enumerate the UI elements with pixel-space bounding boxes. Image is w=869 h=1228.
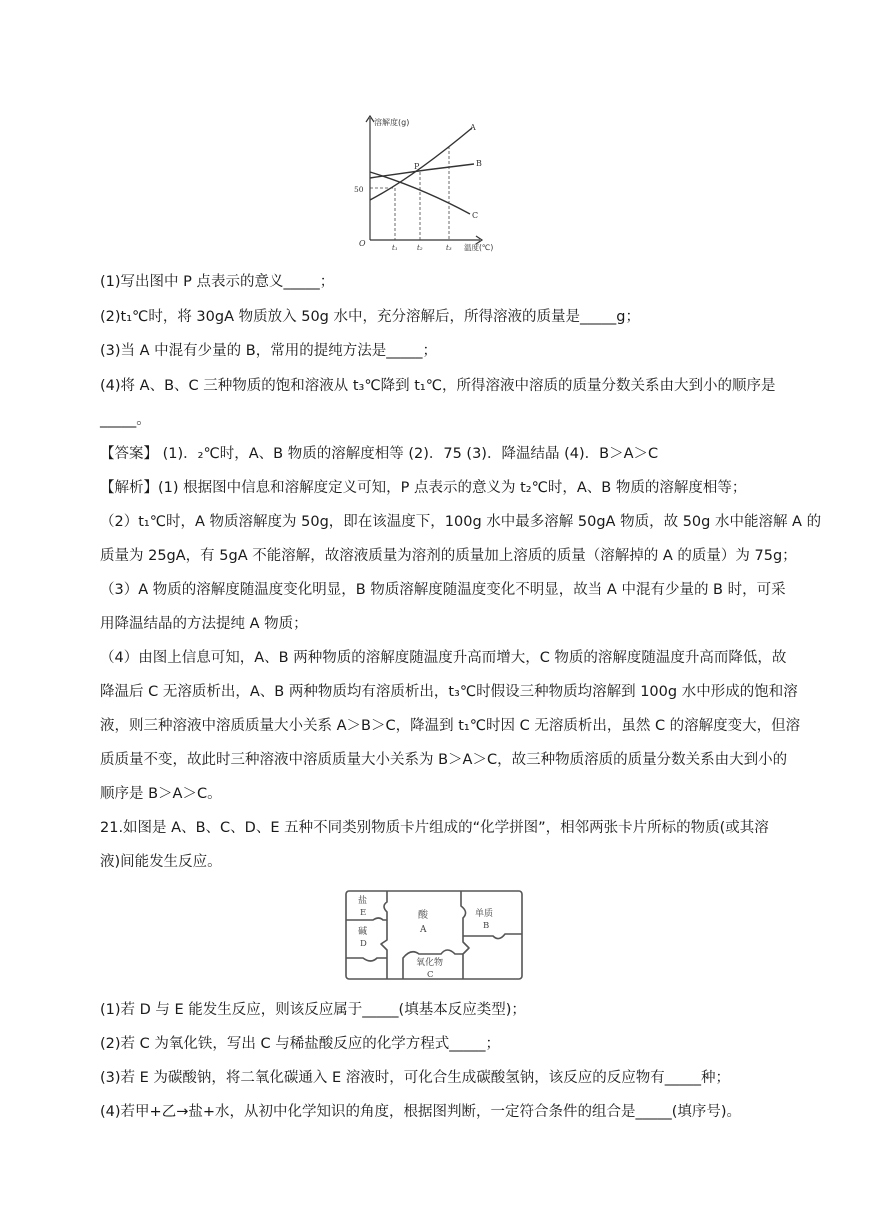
curve-a bbox=[370, 128, 472, 200]
question-1: (1)写出图中 P 点表示的意义_____； bbox=[100, 274, 335, 290]
x-tick-t2: t₂ bbox=[417, 244, 423, 252]
card-a-type: 酸 bbox=[418, 910, 428, 921]
analysis-line-10: 顺序是 B＞A＞C。 bbox=[100, 786, 222, 802]
analysis-line-5: 用降温结晶的方法提纯 A 物质； bbox=[100, 616, 308, 632]
sub-question-4: (4)若甲+乙→盐+水，从初中化学知识的角度，根据图判断，一定符合条件的组合是_____(填序号)。 bbox=[100, 1104, 742, 1120]
y-tick-50: 50 bbox=[354, 185, 364, 194]
card-b-type: 单质 bbox=[475, 909, 494, 919]
card-b-letter: B bbox=[483, 921, 490, 931]
x-tick-t3: t₃ bbox=[446, 244, 452, 252]
curve-a-label: A bbox=[470, 123, 476, 132]
question-21-line-2: 液)间能发生反应。 bbox=[100, 854, 222, 870]
analysis-line-8: 液，则三种溶液中溶质质量大小关系 A＞B＞C，降温到 t₁℃时因 C 无溶质析出，虽然 C 的溶解度变大，但溶 bbox=[100, 718, 801, 734]
analysis-line-3: 质量为 25gA，有 5gA 不能溶解，故溶液质量为溶剂的质量加上溶质的质量（溶解掉的 A 的质量）为 75g； bbox=[100, 548, 797, 564]
card-d-type: 碱 bbox=[358, 927, 368, 937]
sub-question-1: (1)若 D 与 E 能发生反应，则该反应属于_____(填基本反应类型)； bbox=[100, 1002, 526, 1018]
curve-b bbox=[370, 164, 474, 178]
analysis-line-6: （4）由图上信息可知，A、B 两种物质的溶解度随温度升高而增大，C 物质的溶解度随温度升高而降低，故 bbox=[100, 650, 787, 666]
sub-question-3: (3)若 E 为碳酸钠，将二氧化碳通入 E 溶液时，可化合生成碳酸氢钠，该反应的反应物有_____种； bbox=[100, 1070, 731, 1086]
analysis-line-7: 降温后 C 无溶质析出，A、B 两种物质均有溶质析出，t₃℃时假设三种物质均溶解到 100g 水中形成的饱和溶 bbox=[100, 684, 798, 700]
card-e-letter: E bbox=[360, 908, 367, 918]
card-c-letter: C bbox=[427, 970, 434, 980]
analysis-line-2: （2）t₁℃时，A 物质溶解度为 50g，即在该温度下，100g 水中最多溶解 50gA 物质，故 50g 水中能溶解 A 的 bbox=[100, 514, 822, 530]
card-d-letter: D bbox=[360, 939, 367, 949]
card-e-type: 盐 bbox=[358, 896, 368, 906]
sub-question-2: (2)若 C 为氧化铁，写出 C 与稀盐酸反应的化学方程式_____； bbox=[100, 1036, 500, 1052]
question-4-line-1: (4)将 A、B、C 三种物质的饱和溶液从 t₃℃降到 t₁℃，所得溶液中溶质的质量分数关系由大到小的顺序是 bbox=[100, 378, 776, 394]
analysis-line-1: 【解析】(1) 根据图中信息和溶解度定义可知，P 点表示的意义为 t₂℃时，A、B 物质的溶解度相等； bbox=[100, 480, 747, 496]
card-c-type: 氧化物 bbox=[416, 958, 444, 968]
x-tick-t1: t₁ bbox=[392, 244, 398, 252]
curve-b-label: B bbox=[476, 159, 482, 168]
analysis-line-9: 质质量不变，故此时三种溶液中溶质质量大小关系为 B＞A＞C，故三种物质溶质的质量分数关系由大到小的 bbox=[100, 752, 788, 768]
curve-c-label: C bbox=[472, 211, 479, 220]
question-21-line-1: 21.如图是 A、B、C、D、E 五种不同类别物质卡片组成的“化学拼图”，相邻两张卡片所标的物质(或其溶 bbox=[100, 820, 769, 836]
question-4-line-2: _____。 bbox=[100, 412, 151, 428]
question-3: (3)当 A 中混有少量的 B，常用的提纯方法是_____； bbox=[100, 343, 437, 359]
chemistry-puzzle-figure bbox=[343, 888, 525, 984]
origin-label: O bbox=[359, 239, 366, 248]
answer-line: 【答案】 (1)．₂℃时，A、B 物质的溶解度相等 (2)．75 (3)．降温结晶 (4)．B＞A＞C bbox=[100, 446, 659, 462]
analysis-line-4: （3）A 物质的溶解度随温度变化明显，B 物质溶解度随温度变化不明显，故当 A 中混有少量的 B 时，可采 bbox=[100, 582, 786, 598]
card-a-letter: A bbox=[420, 925, 427, 935]
question-2: (2)t₁℃时，将 30gA 物质放入 50g 水中，充分溶解后，所得溶液的质量是_____g； bbox=[100, 309, 640, 325]
y-axis-label: 溶解度(g) bbox=[374, 118, 410, 127]
solubility-curve-figure bbox=[352, 108, 502, 260]
point-p-label: P bbox=[414, 162, 420, 171]
x-axis-label: 温度(℃) bbox=[464, 243, 494, 252]
